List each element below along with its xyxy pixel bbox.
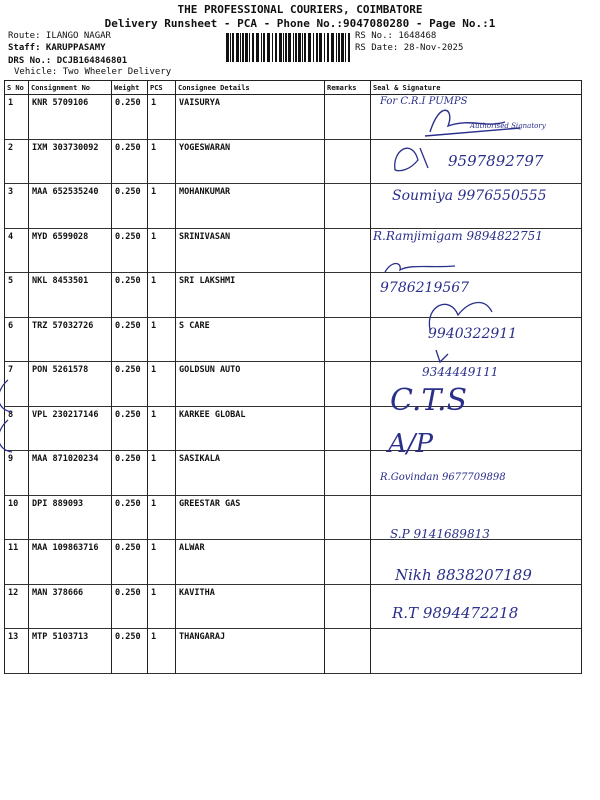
row-pcs: 1 <box>148 317 176 362</box>
row-consignment-no: VPL 230217146 <box>29 406 112 451</box>
row-consignee: S CARE <box>176 317 325 362</box>
row-sno: 4 <box>5 228 29 273</box>
row-remarks <box>325 139 371 184</box>
row-pcs: 1 <box>148 362 176 407</box>
barcode-bar <box>240 33 241 62</box>
barcode-bar <box>336 33 337 62</box>
barcode-bar <box>316 33 318 62</box>
barcode-bar <box>267 33 270 62</box>
table-row <box>5 629 582 674</box>
row-pcs: 1 <box>148 584 176 629</box>
barcode-bar <box>285 33 287 62</box>
barcode-bar <box>324 33 325 62</box>
row-weight: 0.250 <box>112 629 148 674</box>
table-row <box>5 451 582 496</box>
col-pcs: PCS <box>148 81 176 95</box>
row-weight: 0.250 <box>112 228 148 273</box>
row-consignee: MOHANKUMAR <box>176 184 325 229</box>
row-consignment-no: PON 5261578 <box>29 362 112 407</box>
barcode-bar <box>319 33 322 62</box>
row-weight: 0.250 <box>112 139 148 184</box>
row-sno: 6 <box>5 317 29 362</box>
row-pcs: 1 <box>148 540 176 585</box>
row-consignment-no: MAN 378666 <box>29 584 112 629</box>
barcode-bar <box>256 33 259 62</box>
barcode-bar <box>313 33 314 62</box>
row-remarks <box>325 95 371 140</box>
barcode-bar <box>295 33 297 62</box>
barcode-bar <box>338 33 340 62</box>
runsheet-subtitle: Delivery Runsheet - PCA - Phone No.:9047080280 - Page No.:1 <box>104 17 496 30</box>
row-weight: 0.250 <box>112 451 148 496</box>
row-weight: 0.250 <box>112 540 148 585</box>
sig-row12: Nikh 8838207189 <box>395 566 532 584</box>
route-label: Route: ILANGO NAGAR <box>8 31 111 41</box>
row-pcs: 1 <box>148 629 176 674</box>
row-consignment-no: MAA 109863716 <box>29 540 112 585</box>
seal-authorised: Authorised Signatory <box>470 122 546 130</box>
drs-number: DRS No.: DCJB164846801 <box>8 56 128 66</box>
runsheet-table <box>4 80 582 674</box>
row-consignee: GREESTAR GAS <box>176 495 325 540</box>
sig-row9: A/P <box>388 429 434 459</box>
barcode <box>226 33 351 62</box>
row-signature-cell <box>371 273 582 318</box>
sig-row13: R.T 9894472218 <box>392 604 519 622</box>
table-row <box>5 228 582 273</box>
row-remarks <box>325 495 371 540</box>
row-pcs: 1 <box>148 406 176 451</box>
row-remarks <box>325 273 371 318</box>
barcode-bar <box>252 33 254 62</box>
row-remarks <box>325 584 371 629</box>
barcode-bar <box>263 33 265 62</box>
row-pcs: 1 <box>148 139 176 184</box>
row-consignee: KARKEE GLOBAL <box>176 406 325 451</box>
row-remarks <box>325 451 371 496</box>
row-weight: 0.250 <box>112 406 148 451</box>
barcode-bar <box>226 33 229 62</box>
barcode-bar <box>242 33 244 62</box>
col-consignment: Consignment No <box>29 81 112 95</box>
row-consignment-no: TRZ 57032726 <box>29 317 112 362</box>
table-row <box>5 184 582 229</box>
table-row <box>5 139 582 184</box>
row-pcs: 1 <box>148 495 176 540</box>
row-remarks <box>325 406 371 451</box>
staff-label: Staff: KARUPPASAMY <box>8 43 106 53</box>
row-consignee: SRINIVASAN <box>176 228 325 273</box>
row-signature-cell <box>371 451 582 496</box>
barcode-bar <box>232 33 234 62</box>
sig-row10: R.Govindan 9677709898 <box>380 472 506 483</box>
table-header <box>5 81 582 95</box>
barcode-bar <box>245 33 248 62</box>
barcode-bar <box>272 33 273 62</box>
row-pcs: 1 <box>148 451 176 496</box>
row-pcs: 1 <box>148 228 176 273</box>
barcode-bar <box>327 33 329 62</box>
seal-company: For C.R.I PUMPS <box>380 96 468 107</box>
row-sno: 8 <box>5 406 29 451</box>
row-weight: 0.250 <box>112 362 148 407</box>
row-consignee: THANGARAJ <box>176 629 325 674</box>
row-sno: 1 <box>5 95 29 140</box>
barcode-bar <box>302 33 303 62</box>
sig-row7: 9344449111 <box>422 365 499 379</box>
row-signature-cell <box>371 584 582 629</box>
row-weight: 0.250 <box>112 273 148 318</box>
barcode-bar <box>288 33 291 62</box>
sig-row2: 9597892797 <box>448 152 544 170</box>
col-signature: Seal & Signature <box>371 81 582 95</box>
company-title: THE PROFESSIONAL COURIERS, COIMBATORE <box>177 3 423 16</box>
row-remarks <box>325 540 371 585</box>
row-remarks <box>325 184 371 229</box>
row-pcs: 1 <box>148 273 176 318</box>
row-sno: 7 <box>5 362 29 407</box>
row-remarks <box>325 317 371 362</box>
row-consignment-no: DPI 889093 <box>29 495 112 540</box>
row-consignee: ALWAR <box>176 540 325 585</box>
sig-row5: 9786219567 <box>380 280 470 296</box>
barcode-bar <box>331 33 334 62</box>
row-signature-cell <box>371 629 582 674</box>
table-row <box>5 540 582 585</box>
table-row <box>5 95 582 140</box>
row-remarks <box>325 629 371 674</box>
barcode-bar <box>275 33 277 62</box>
row-sno: 9 <box>5 451 29 496</box>
barcode-bar <box>341 33 344 62</box>
col-weight: Weight <box>112 81 148 95</box>
sig-row3: Soumiya 9976550555 <box>392 188 547 204</box>
row-signature-cell <box>371 317 582 362</box>
barcode-bar <box>249 33 250 62</box>
row-weight: 0.250 <box>112 584 148 629</box>
table-row <box>5 273 582 318</box>
row-sno: 5 <box>5 273 29 318</box>
row-consignment-no: IXM 303730092 <box>29 139 112 184</box>
row-consignee: KAVITHA <box>176 584 325 629</box>
row-consignee: SASIKALA <box>176 451 325 496</box>
sig-row11: S.P 9141689813 <box>390 527 490 541</box>
row-signature-cell <box>371 95 582 140</box>
row-sno: 2 <box>5 139 29 184</box>
row-pcs: 1 <box>148 184 176 229</box>
row-consignee: SRI LAKSHMI <box>176 273 325 318</box>
row-consignment-no: KNR 5709106 <box>29 95 112 140</box>
row-sno: 13 <box>5 629 29 674</box>
sig-row8: C.T.S <box>390 383 468 418</box>
barcode-bar <box>279 33 282 62</box>
row-signature-cell <box>371 228 582 273</box>
row-consignment-no: MAA 871020234 <box>29 451 112 496</box>
barcode-bar <box>308 33 311 62</box>
table-row <box>5 362 582 407</box>
vehicle-label: Vehicle: Two Wheeler Delivery <box>14 67 172 77</box>
row-consignment-no: MYD 6599028 <box>29 228 112 273</box>
row-sno: 12 <box>5 584 29 629</box>
row-sno: 11 <box>5 540 29 585</box>
barcode-bar <box>293 33 294 62</box>
row-weight: 0.250 <box>112 317 148 362</box>
sig-row4: R.Ramjimigam 9894822751 <box>373 229 543 243</box>
table-row <box>5 495 582 540</box>
row-remarks <box>325 362 371 407</box>
barcode-bar <box>283 33 284 62</box>
row-signature-cell <box>371 495 582 540</box>
row-remarks <box>325 228 371 273</box>
col-consignee: Consignee Details <box>176 81 325 95</box>
barcode-bar <box>298 33 301 62</box>
table-row <box>5 317 582 362</box>
barcode-bar <box>236 33 239 62</box>
row-signature-cell <box>371 406 582 451</box>
row-consignment-no: MTP 5103713 <box>29 629 112 674</box>
row-signature-cell <box>371 362 582 407</box>
row-consignee: VAISURYA <box>176 95 325 140</box>
barcode-bar <box>230 33 231 62</box>
table-row <box>5 584 582 629</box>
row-weight: 0.250 <box>112 184 148 229</box>
row-signature-cell <box>371 540 582 585</box>
rs-number: RS No.: 1648468 <box>355 31 437 41</box>
row-consignee: YOGESWARAN <box>176 139 325 184</box>
col-remarks: Remarks <box>325 81 371 95</box>
row-sno: 3 <box>5 184 29 229</box>
barcode-bar <box>348 33 350 62</box>
col-sno: S No <box>5 81 29 95</box>
row-consignee: GOLDSUN AUTO <box>176 362 325 407</box>
barcode-bar <box>261 33 262 62</box>
row-weight: 0.250 <box>112 495 148 540</box>
row-pcs: 1 <box>148 95 176 140</box>
rs-date: RS Date: 28-Nov-2025 <box>355 43 464 53</box>
row-consignment-no: MAA 652535240 <box>29 184 112 229</box>
row-signature-cell <box>371 184 582 229</box>
row-signature-cell <box>371 139 582 184</box>
barcode-bar <box>304 33 306 62</box>
row-weight: 0.250 <box>112 95 148 140</box>
row-sno: 10 <box>5 495 29 540</box>
barcode-bar <box>345 33 346 62</box>
sig-row6: 9940322911 <box>428 326 518 342</box>
row-consignment-no: NKL 8453501 <box>29 273 112 318</box>
table-row <box>5 406 582 451</box>
